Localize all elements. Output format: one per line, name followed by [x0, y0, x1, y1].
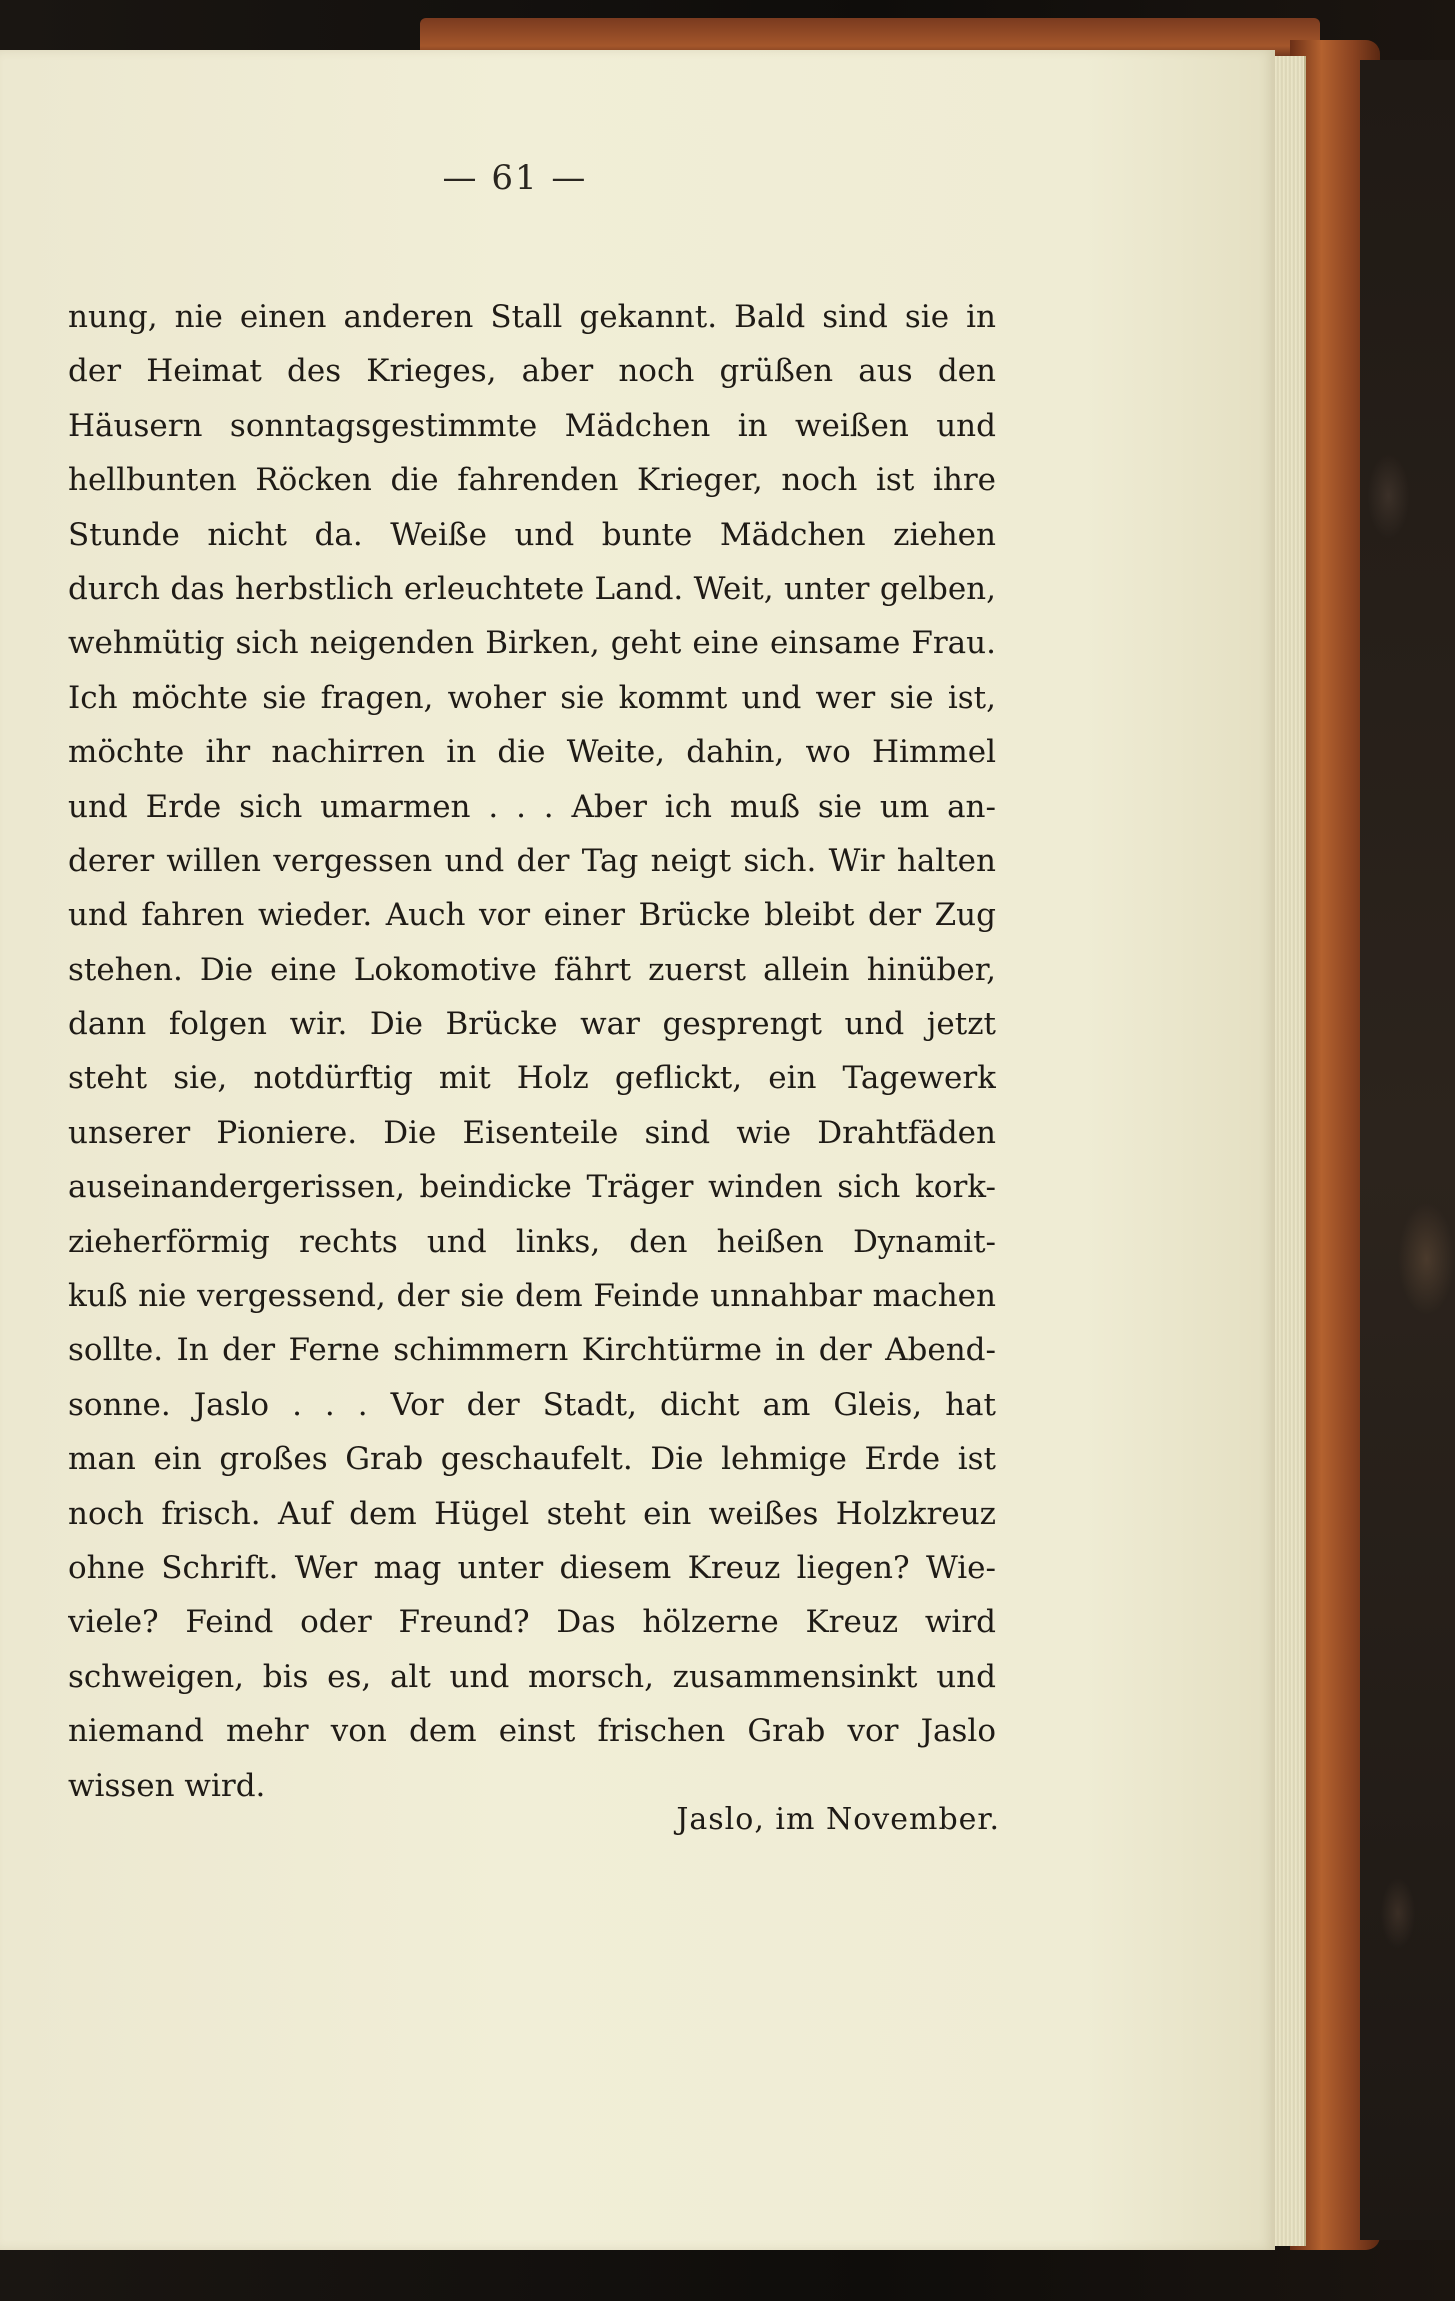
text-line: zieherförmig rechts und links, den heißen Dynamit-: [68, 1223, 996, 1260]
text-line: steht sie, notdürftig mit Holz geflickt, ein Tagewerk: [68, 1060, 996, 1097]
text-line: Stunde nicht da. Weiße und bunte Mädchen ziehen: [68, 516, 996, 553]
text-line: dann folgen wir. Die Brücke war gesprengt und jetzt: [68, 1006, 996, 1043]
text-line: hellbunten Röcken die fahrenden Krieger, noch ist ihre: [68, 462, 996, 499]
text-line-last: wissen wird.: [68, 1767, 266, 1804]
text-line: wehmütig sich neigenden Birken, geht eine einsame Frau.: [68, 625, 996, 662]
text-line: schweigen, bis es, alt und morsch, zusammensinkt und: [68, 1658, 996, 1695]
text-line: durch das herbstlich erleuchtete Land. Weit, unter gelben,: [68, 570, 996, 607]
signature-place-date: Jaslo, im November.: [676, 1802, 1000, 1837]
text-line: Häusern sonntagsgestimmte Mädchen in weißen und: [68, 407, 996, 444]
text-line: Ich möchte sie fragen, woher sie kommt und wer sie ist,: [68, 679, 996, 716]
marbled-endpaper: [1360, 60, 1455, 2240]
text-line: derer willen vergessen und der Tag neigt sich. Wir halten: [68, 842, 996, 879]
text-line: und fahren wieder. Auch vor einer Brücke bleibt der Zug: [68, 897, 996, 934]
text-line: und Erde sich umarmen . . . Aber ich muß sie um an-: [68, 788, 996, 825]
page-number: — 61 —: [442, 158, 588, 198]
text-line: kuß nie vergessend, der sie dem Feinde unnahbar machen: [68, 1278, 996, 1315]
text-line: noch frisch. Auf dem Hügel steht ein weißes Holzkreuz: [68, 1495, 996, 1532]
text-line: nung, nie einen anderen Stall gekannt. Bald sind sie in: [68, 299, 996, 335]
text-line: sollte. In der Ferne schimmern Kirchtürme in der Abend-: [68, 1332, 996, 1369]
text-line: stehen. Die eine Lokomotive fährt zuerst allein hinüber,: [68, 951, 996, 988]
page-body-text: [68, 290, 996, 1813]
text-line: man ein großes Grab geschaufelt. Die lehmige Erde ist: [68, 1441, 996, 1478]
text-line: viele? Feind oder Freund? Das hölzerne Kreuz wird: [68, 1604, 996, 1641]
text-line: möchte ihr nachirren in die Weite, dahin, wo Himmel: [68, 734, 996, 771]
text-line: der Heimat des Krieges, aber noch grüßen aus den: [68, 353, 996, 390]
text-line: niemand mehr von dem einst frischen Grab vor Jaslo: [68, 1713, 996, 1750]
text-line: auseinandergerissen, beindicke Träger winden sich kork-: [68, 1169, 996, 1206]
text-line: ohne Schrift. Wer mag unter diesem Kreuz liegen? Wie-: [68, 1549, 996, 1586]
text-line: sonne. Jaslo . . . Vor der Stadt, dicht am Gleis, hat: [68, 1386, 996, 1423]
text-line: unserer Pioniere. Die Eisenteile sind wie Drahtfäden: [68, 1114, 996, 1151]
